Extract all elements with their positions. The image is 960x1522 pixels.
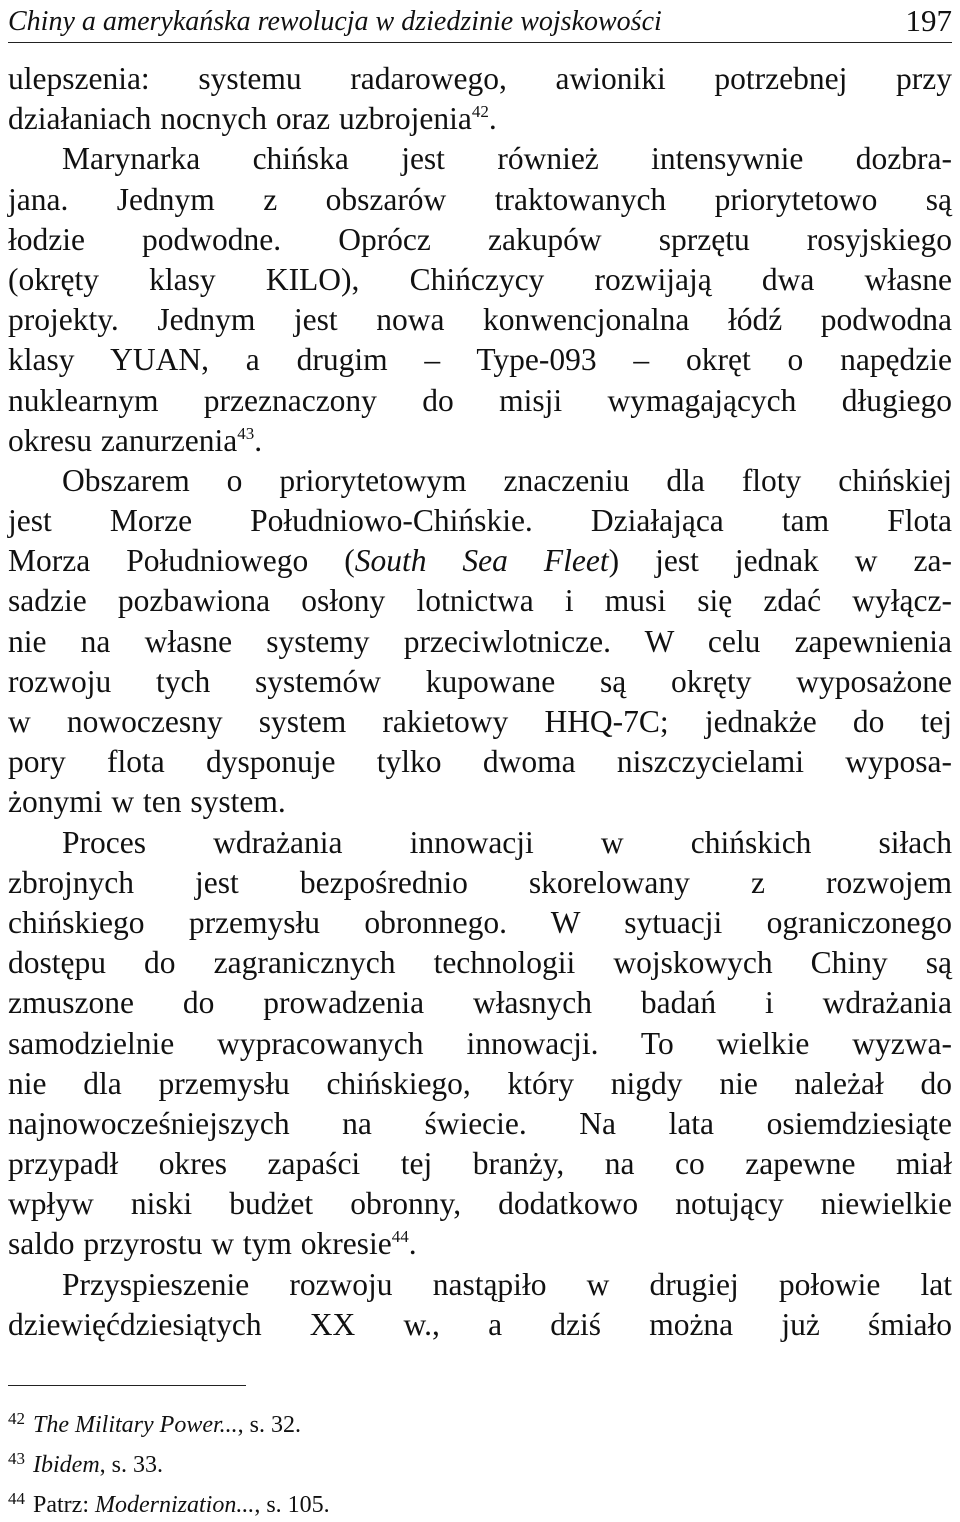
- text-line: nie dla przemysłu chińskiego, który nigdy nie należał do: [8, 1065, 952, 1101]
- footnote: $^{42}$ The Military Power..., s. 32.: [8, 1409, 301, 1438]
- footnote-number: 44: [8, 1489, 25, 1508]
- text-line: saldo przyrostu w tym okresie$^{44}$.: [8, 1226, 417, 1262]
- text-line: sadzie pozbawiona osłony lotnictwa i musi się zdać wyłącz-: [8, 583, 952, 619]
- text-line: rozwoju tych systemów kupowane są okręty wyposażone: [8, 663, 952, 699]
- footnote: $^{44}$ Patrz: Modernization..., s. 105.: [8, 1489, 330, 1518]
- text-line: Obszarem o priorytetowym znaczeniu dla floty chińskiej: [62, 462, 952, 498]
- footnote-number: 43: [8, 1449, 25, 1468]
- running-header-title: Chiny a amerykańska rewolucja w dziedzinie wojskowości: [8, 6, 662, 37]
- page-number: 197: [905, 3, 952, 38]
- text-line: (okręty klasy KILO), Chińczycy rozwijają dwa własne: [8, 261, 952, 297]
- text-line: nuklearnym przeznaczony do misji wymagających długiego: [8, 382, 952, 418]
- text-line: przypadł okres zapaści tej branży, na co zapewne miał: [8, 1146, 952, 1182]
- text-line: chińskiego przemysłu obronnego. W sytuacji ograniczonego: [8, 904, 952, 940]
- text-line: zbrojnych jest bezpośrednio skorelowany z rozwojem: [8, 864, 952, 900]
- text-line: działaniach nocnych oraz uzbrojenia$^{42}$.: [8, 101, 497, 137]
- text-line: żonymi w ten system.: [8, 784, 286, 820]
- body-text: [8, 59, 952, 1345]
- text-line: okresu zanurzenia$^{43}$.: [8, 422, 263, 458]
- footnote-number: 42: [8, 1409, 25, 1428]
- footnote-divider: [8, 1385, 246, 1386]
- text-line: samodzielnie wypracowanych innowacji. To wielkie wyzwa-: [8, 1025, 952, 1061]
- text-line: pory flota dysponuje tylko dwoma niszczycielami wyposa-: [8, 744, 952, 780]
- text-line: dziewięćdziesiątych XX w., a dziś można już śmiało: [8, 1306, 952, 1342]
- text-line: łodzie podwodne. Oprócz zakupów sprzętu rosyjskiego: [8, 221, 952, 257]
- text-line: jest Morze Południowo-Chińskie. Działająca tam Flota: [8, 503, 952, 539]
- text-line: jana. Jednym z obszarów traktowanych priorytetowo są: [8, 181, 952, 217]
- footnotes: [8, 1402, 952, 1522]
- footnote-ref[interactable]: 42: [471, 102, 489, 122]
- running-header: [8, 4, 952, 43]
- footnote: $^{43}$ Ibidem, s. 33.: [8, 1449, 163, 1478]
- text-line: dostępu do zagranicznych technologii wojskowych Chiny są: [8, 945, 952, 981]
- text-line: najnowocześniejszych na świecie. Na lata osiemdziesiąte: [8, 1105, 952, 1141]
- text-line: Morza Południowego (South Sea Fleet) jest jednak w za-: [8, 543, 952, 579]
- footnote-ref[interactable]: 44: [391, 1227, 409, 1247]
- footnote-ref[interactable]: 43: [237, 423, 255, 443]
- text-line: Marynarka chińska jest również intensywnie dozbra-: [62, 141, 952, 177]
- text-line: Przyspieszenie rozwoju nastąpiło w drugiej połowie lat: [62, 1266, 952, 1302]
- text-line: ulepszenia: systemu radarowego, awioniki potrzebnej przy: [8, 61, 952, 96]
- text-line: projekty. Jednym jest nowa konwencjonalna łódź podwodna: [8, 302, 952, 338]
- text-line: zmuszone do prowadzenia własnych badań i wdrażania: [8, 985, 952, 1021]
- text-line: Proces wdrażania innowacji w chińskich siłach: [62, 824, 952, 860]
- text-line: klasy YUAN, a drugim – Type-093 – okręt o napędzie: [8, 342, 952, 378]
- text-line: w nowoczesny system rakietowy HHQ-7C; jednakże do tej: [8, 704, 952, 739]
- text-line: nie na własne systemy przeciwlotnicze. W celu zapewnienia: [8, 623, 952, 659]
- text-line: wpływ niski budżet obronny, dodatkowo notujący niewielkie: [8, 1186, 952, 1222]
